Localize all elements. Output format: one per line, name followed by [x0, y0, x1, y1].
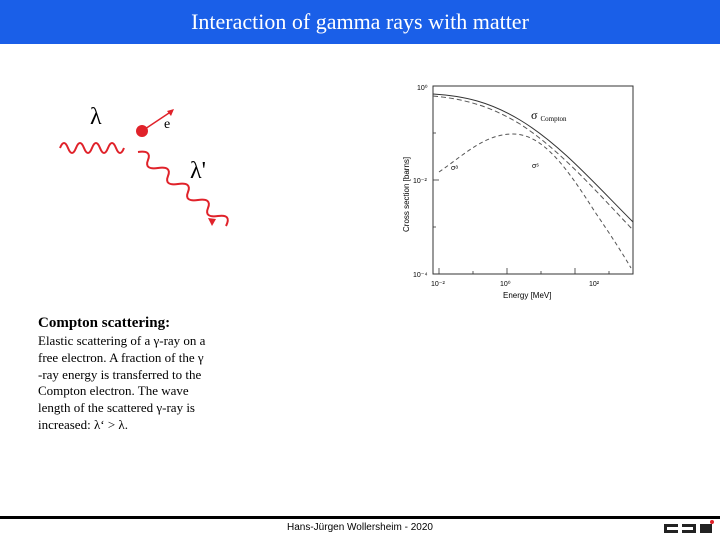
y-tick-0: 10⁰ — [417, 85, 428, 92]
y-tick-1: 10⁻² — [413, 178, 427, 185]
scattered-photon-wave — [138, 152, 228, 226]
sigma-compton-label — [531, 108, 567, 123]
sigma-subscript: Compton — [540, 115, 567, 123]
recoil-arrowhead — [167, 109, 174, 116]
curve-absorption — [439, 134, 631, 268]
body-paragraph — [38, 333, 228, 434]
incident-photon-wave — [60, 143, 124, 153]
electron-label: e — [164, 117, 171, 132]
y-tick-2: 10⁻⁴ — [413, 272, 428, 279]
label-sigma-s: σˢ — [532, 163, 539, 170]
plot-ticks — [433, 86, 609, 274]
label-sigma-a: σᵃ — [451, 165, 458, 172]
slide-title: Interaction of gamma rays with matter — [191, 9, 529, 34]
incident-wavelength-label: λ — [90, 104, 102, 130]
body-line: Compton electron. The wave — [38, 383, 189, 399]
x-tick-0: 10⁻² — [431, 281, 445, 288]
x-tick-1: 10⁰ — [500, 281, 511, 288]
body-line: free electron. A fraction of the γ — [38, 349, 204, 365]
cross-section-plot — [395, 72, 645, 304]
x-tick-2: 10² — [589, 281, 600, 288]
footer-author: Hans-Jürgen Wollersheim - 2020 — [287, 522, 433, 533]
x-axis-label: Energy [MeV] — [503, 291, 552, 300]
footer-rule — [0, 516, 720, 519]
sigma-symbol: σ — [531, 108, 538, 122]
body-line: Elastic scattering of a γ-ray on a — [38, 333, 206, 348]
section-heading: Compton scattering: — [38, 315, 171, 331]
gsi-logo — [664, 520, 716, 536]
title-bar — [0, 0, 720, 44]
body-line: increased: λ‘ > λ. — [38, 416, 128, 432]
compton-diagram — [50, 90, 240, 240]
y-axis-label: Cross section [barns] — [402, 156, 411, 232]
scattered-arrowhead — [208, 218, 216, 226]
scattered-wavelength-label: λ' — [190, 158, 206, 184]
body-line: length of the scattered γ-ray is — [38, 400, 195, 416]
body-line: -ray energy is transferred to the — [38, 366, 202, 382]
